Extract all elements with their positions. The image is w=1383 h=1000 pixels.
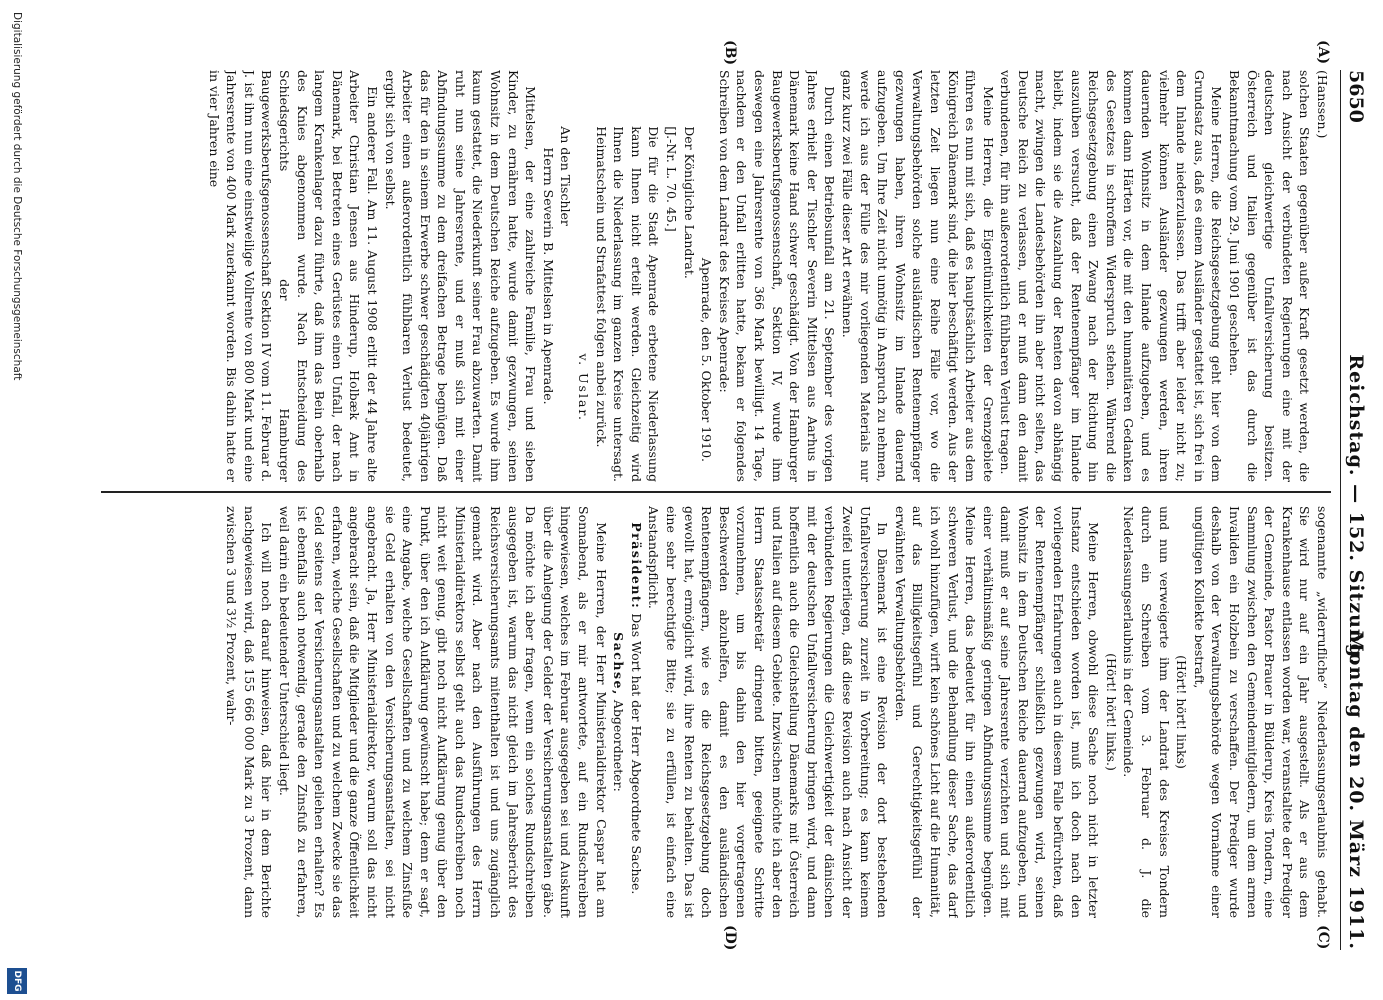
margin-label-c: (C) [1315,925,1331,950]
paragraph: Meine Herren, die Eigentümlichkeiten der Grenzgebiete führen es nun mit sich, daß es hauptsächlich Arbeiter aus dem Königreich Dänemark sind, die hier beschäftigt werden. Aus der letzten Zeit liegen nun eine Reihe Fälle vor, wo die Verwaltungsbehörden solche ausländischen Rentenempfänger gezwungen haben, ihren Wohnsitz im Inlande dauernd aufzugeben. Um Ihre Zeit nicht unnötig in Anspruch zu nehmen, werde ich aus der Fülle des mir vorliegenden Materials nur ganz kurz zwei Fälle dieser Art erwähnen. [839,70,996,482]
margin-label-d: (D) [722,925,738,951]
right-column [101,506,1331,918]
speaker-role: Abgeordneter: [611,699,627,792]
president-text: Das Wort hat der Herr Abgeordnete Sachse. [628,613,644,895]
left-column [181,70,1331,482]
speaker-name: Sachse, [611,632,627,696]
letter-sender: Der Königliche Landrat. [681,126,697,279]
column-divider [101,491,1331,493]
margin-label-a: (A) [1315,40,1331,65]
paragraph: Durch einen Betriebsunfall am 21. September des vorigen Jahres erhielt der Tischler Severin Mittelsen aus Aarhus in Dänemark keine Hand schwer geschädigt. Von der Hamburger Baugewerksberufsgenossenschaft, Sektion IV, wurde ihm deswegen eine Jahresrente von 366 Mark bewilligt. 14 Tage, nachdem er den Unfall erlitten hatte, bekam er folgendes Schreiben von dem Landrat des Kreises Apenrade: [716,70,838,482]
president-label: Präsident: [628,522,644,610]
header-title: Reichstag. — 152. Sitzung. [1345,354,1367,666]
dfg-logo: DFG [7,968,27,994]
letter-address: Herrn Severin B. Mittelsen in Apenrade. [540,147,556,405]
paragraph: und nun verweigerte ihm der Landrat des Kreises Tondern durch ein Schreiben vom 3. Februar d. J. die Niederlassungserlaubnis in der Gemeinde. [1121,506,1172,918]
letter-addressee: An den Tischler [558,126,574,226]
paragraph: sogenannte „widerrufliche“ Niederlassungserlaubnis gehabt. Sie wird nur auf ein Jahr ausgestellt. Als er aus dem Krankenhause entlassen worden war, veranstaltete der Prediger der Gemeinde, Pastor Brauer in Bülderup, Kreis Tondern, eine Sammlung zwischen den Gemeindemitgliedern, um dem armen Invaliden ein Holzbein zu verschaffen. Der Prediger wurde deshalb von der Verwaltungsbehörde wegen Vornahme einer ungültigen Kollekte bestraft, [1191,506,1330,918]
page-number: 5650 [1345,70,1367,123]
interjection: (Hört! hört! links.) [1103,653,1119,771]
paragraph: Ein anderer Fall. Am 11. August 1908 erlitt der 44 Jahre alte Arbeiter Christian Jensen aus Hinderup, Holbæk Amt in Dänemark, bei Betreten eines Gerüstes einen Unfall, der nach langem Krankenlager dazu führte, daß ihm das Bein oberhalb des Knies abgenommen wurde. Nach Entscheidung des Schiedsgerichts der Hamburger Baugewerksberufsgenossenschaft Sektion IV vom 11. Februar d. J. ist ihm nun eine einstweilige Vollrente von 800 Mark und eine Jahresrente von 400 Mark zuerkannt worden. Bis dahin hatte er in vier Jahren eine [206,70,380,482]
president-statement [627,506,645,918]
letter-date: Apenrade, den 5. Oktober 1910. [699,257,715,462]
interjection: (Hört! hört! links) [1174,655,1190,769]
paragraph: Ich will noch darauf hinweisen, daß hier in dem Berichte nachgewiesen wird, daß 155 666 000 Mark zu 3 Prozent, dann zwischen 3 und 3½ Prozent, wahr- [224,506,275,918]
paragraph: Mittelsen, der eine zahlreiche Familie, Frau und sieben Kinder, zu ernähren hatte, wurde damit gezwungen, seinen Wohnsitz in dem Deutschen Reiche aufzugeben. Es wurde ihm kaum gestattet, die Niederkunft seiner Frau abzuwarten. Damit ruht nun seine Jahresrente, und er muß sich mit einer Abfindungssumme zu dem dreifachen Betrage begnügen. Daß das für den in seinem Erwerbe schwer geschädigten 40jährigen Arbeiter einen außerordentlich fühlbaren Verlust bedeutet, ergibt sich von selbst. [382,70,539,482]
letter-signature: v. Uslar. [576,353,592,422]
header-date: Montag den 20. März 1911. [1345,630,1367,950]
footer-credit: Digitalisierung gefördert durch die Deutsche Forschungsgemeinschaft [11,12,23,381]
paragraph: Meine Herren, die Reichsgesetzgebung geht hier von dem Grundsatz aus, daß es einem Ausländer gestattet ist, sich frei in dem Inlande niederzulassen. Das trifft aber leider nicht zu; vielmehr können Ausländer gezwungen werden, ihren dauernden Wohnsitz in dem Inlande aufzugeben, und es kommen dann Härten vor, die mit den humanitären Gedanken des Gesetzes in schroffem Widerspruch stehen. Während die Reichsgesetzgebung einen Zwang nach der Richtung hin auszuüben versucht, daß der Rentenempfänger im Inlande bleibt, indem sie die Auszahlung der Renten davon abhängig macht, zwingen die Landesbehörden ihn aber nicht selten, das Deutsche Reich zu verlassen, und er muß dann den damit verbundenen, für ihn außerordentlich fühlbaren Verlust tragen. [998,70,1225,482]
paragraph: In Dänemark ist eine Revision der dort bestehenden Unfallversicherung zurzeit in Vorbereitung; es kann keinem Zweifel unterliegen, daß diese Revision auch nach Ansicht der verbündeten Regierungen die Gleichwertigkeit der dänischen mit der deutschen Unfallversicherung bringen wird, und dann hoffentlich auch die Gleichstellung Dänemarks mit Österreich und Italien auf diesem Gebiete. Inzwischen möchte ich aber den Herrn Staatssekretär dringend bitten, geeignete Schritte vorzunehmen, um bis dahin den hier vorgetragenen Beschwerden abzuhelfen, damit es den ausländischen Rentenempfängern, wie es die Reichsgesetzgebung doch gewollt hat, ermöglicht wird, ihre Renten zu behalten. Das ist eine sehr berechtigte Bitte; sie zu erfüllen, ist einfach eine Anstandspflicht. [646,506,891,918]
paragraph: Meine Herren, der Herr Ministerialdirektor Caspar hat am Sonnabend, als er mir antwortete, auf ein Rundschreiben hingewiesen, welches im Februar ausgegeben sei und Auskunft über die Anlegung der Gelder der Versicherungsanstalten gäbe. Da möchte ich aber fragen, wenn ein solches Rundschreiben ausgegeben ist, warum das nicht gleich im Jahresbericht des Reichsversicherungsamts mitenthalten ist und uns zugänglich gemacht wird. Aber nach den Ausführungen des Herrn Ministerialdirektors selbst geht auch das Rundschreiben noch nicht weit genug, gibt noch nicht Aufklärung genug über den Punkt, über den ich Aufklärung gewünscht habe; denn er sagt, eine Angabe, welche Gesellschaften und zu welchem Zinsfuße sie Geld erhalten von den Versicherungsanstalten, sei nicht angebracht. Ja, Herr Ministerialdirektor, warum soll das nicht angebracht sein, daß die Mitglieder und die ganze Öffentlichkeit erfahren, welche Gesellschaften und zu welchem Zwecke sie das Geld seitens der Versicherungsanstalten geliehen erhalten? Es ist ebenfalls auch notwendig, gerade den Zinsfuß zu erfahren, weil darin ein bedeutender Unterschied liegt. [276,506,609,918]
letter-reference: [J.-Nr. L. 70. 45.] [664,126,680,232]
margin-label-b: (B) [722,40,738,66]
page-header [1340,70,1371,950]
paragraph: solchen Staaten gegenüber außer Kraft gesetzt werden, die nach Ansicht der verbündeten Regierungen eine mit der deutschen gleichwertige Unfallversicherung besitzen. Österreich und Italien gegenüber ist das durch die Bekanntmachung vom 29. Juni 1901 geschehen. [1227,70,1313,482]
speaker-heading [610,506,628,918]
speaker-tag: (Hanssen.) [1315,70,1330,139]
paragraph: Meine Herren, obwohl diese Sache noch nicht in letzter Instanz entschieden worden ist, muß ich doch nach den vorliegenden Erfahrungen auch in diesem Falle befürchten, daß der Rentenempfänger schließlich gezwungen wird, seinen Wohnsitz in dem Deutschen Reiche dauernd aufzugeben, und damit muß er auf seine Jahresrente verzichten und sich mit einer verhältnismäßig geringen Abfindungssumme begnügen. Meine Herren, das bedeutet für ihn einen außerordentlich schweren Verlust, und die Behandlung dieser Sache, das darf ich wohl hinzufügen, wirft kein schönes Licht auf die Humanität, auf das Billigkeitsgefühl und Gerechtigkeitsgefühl der erwähnten Verwaltungsbehörden. [892,506,1102,918]
letter-body: Die für die Stadt Apenrade erbetene Niederlassung kann Ihnen nicht erteilt werden. Gleichzeitig wird Ihnen die Niederlassung im ganzen Kreise untersagt. Heimatschein und Strafattest folgen anbei zurück. [593,126,662,482]
